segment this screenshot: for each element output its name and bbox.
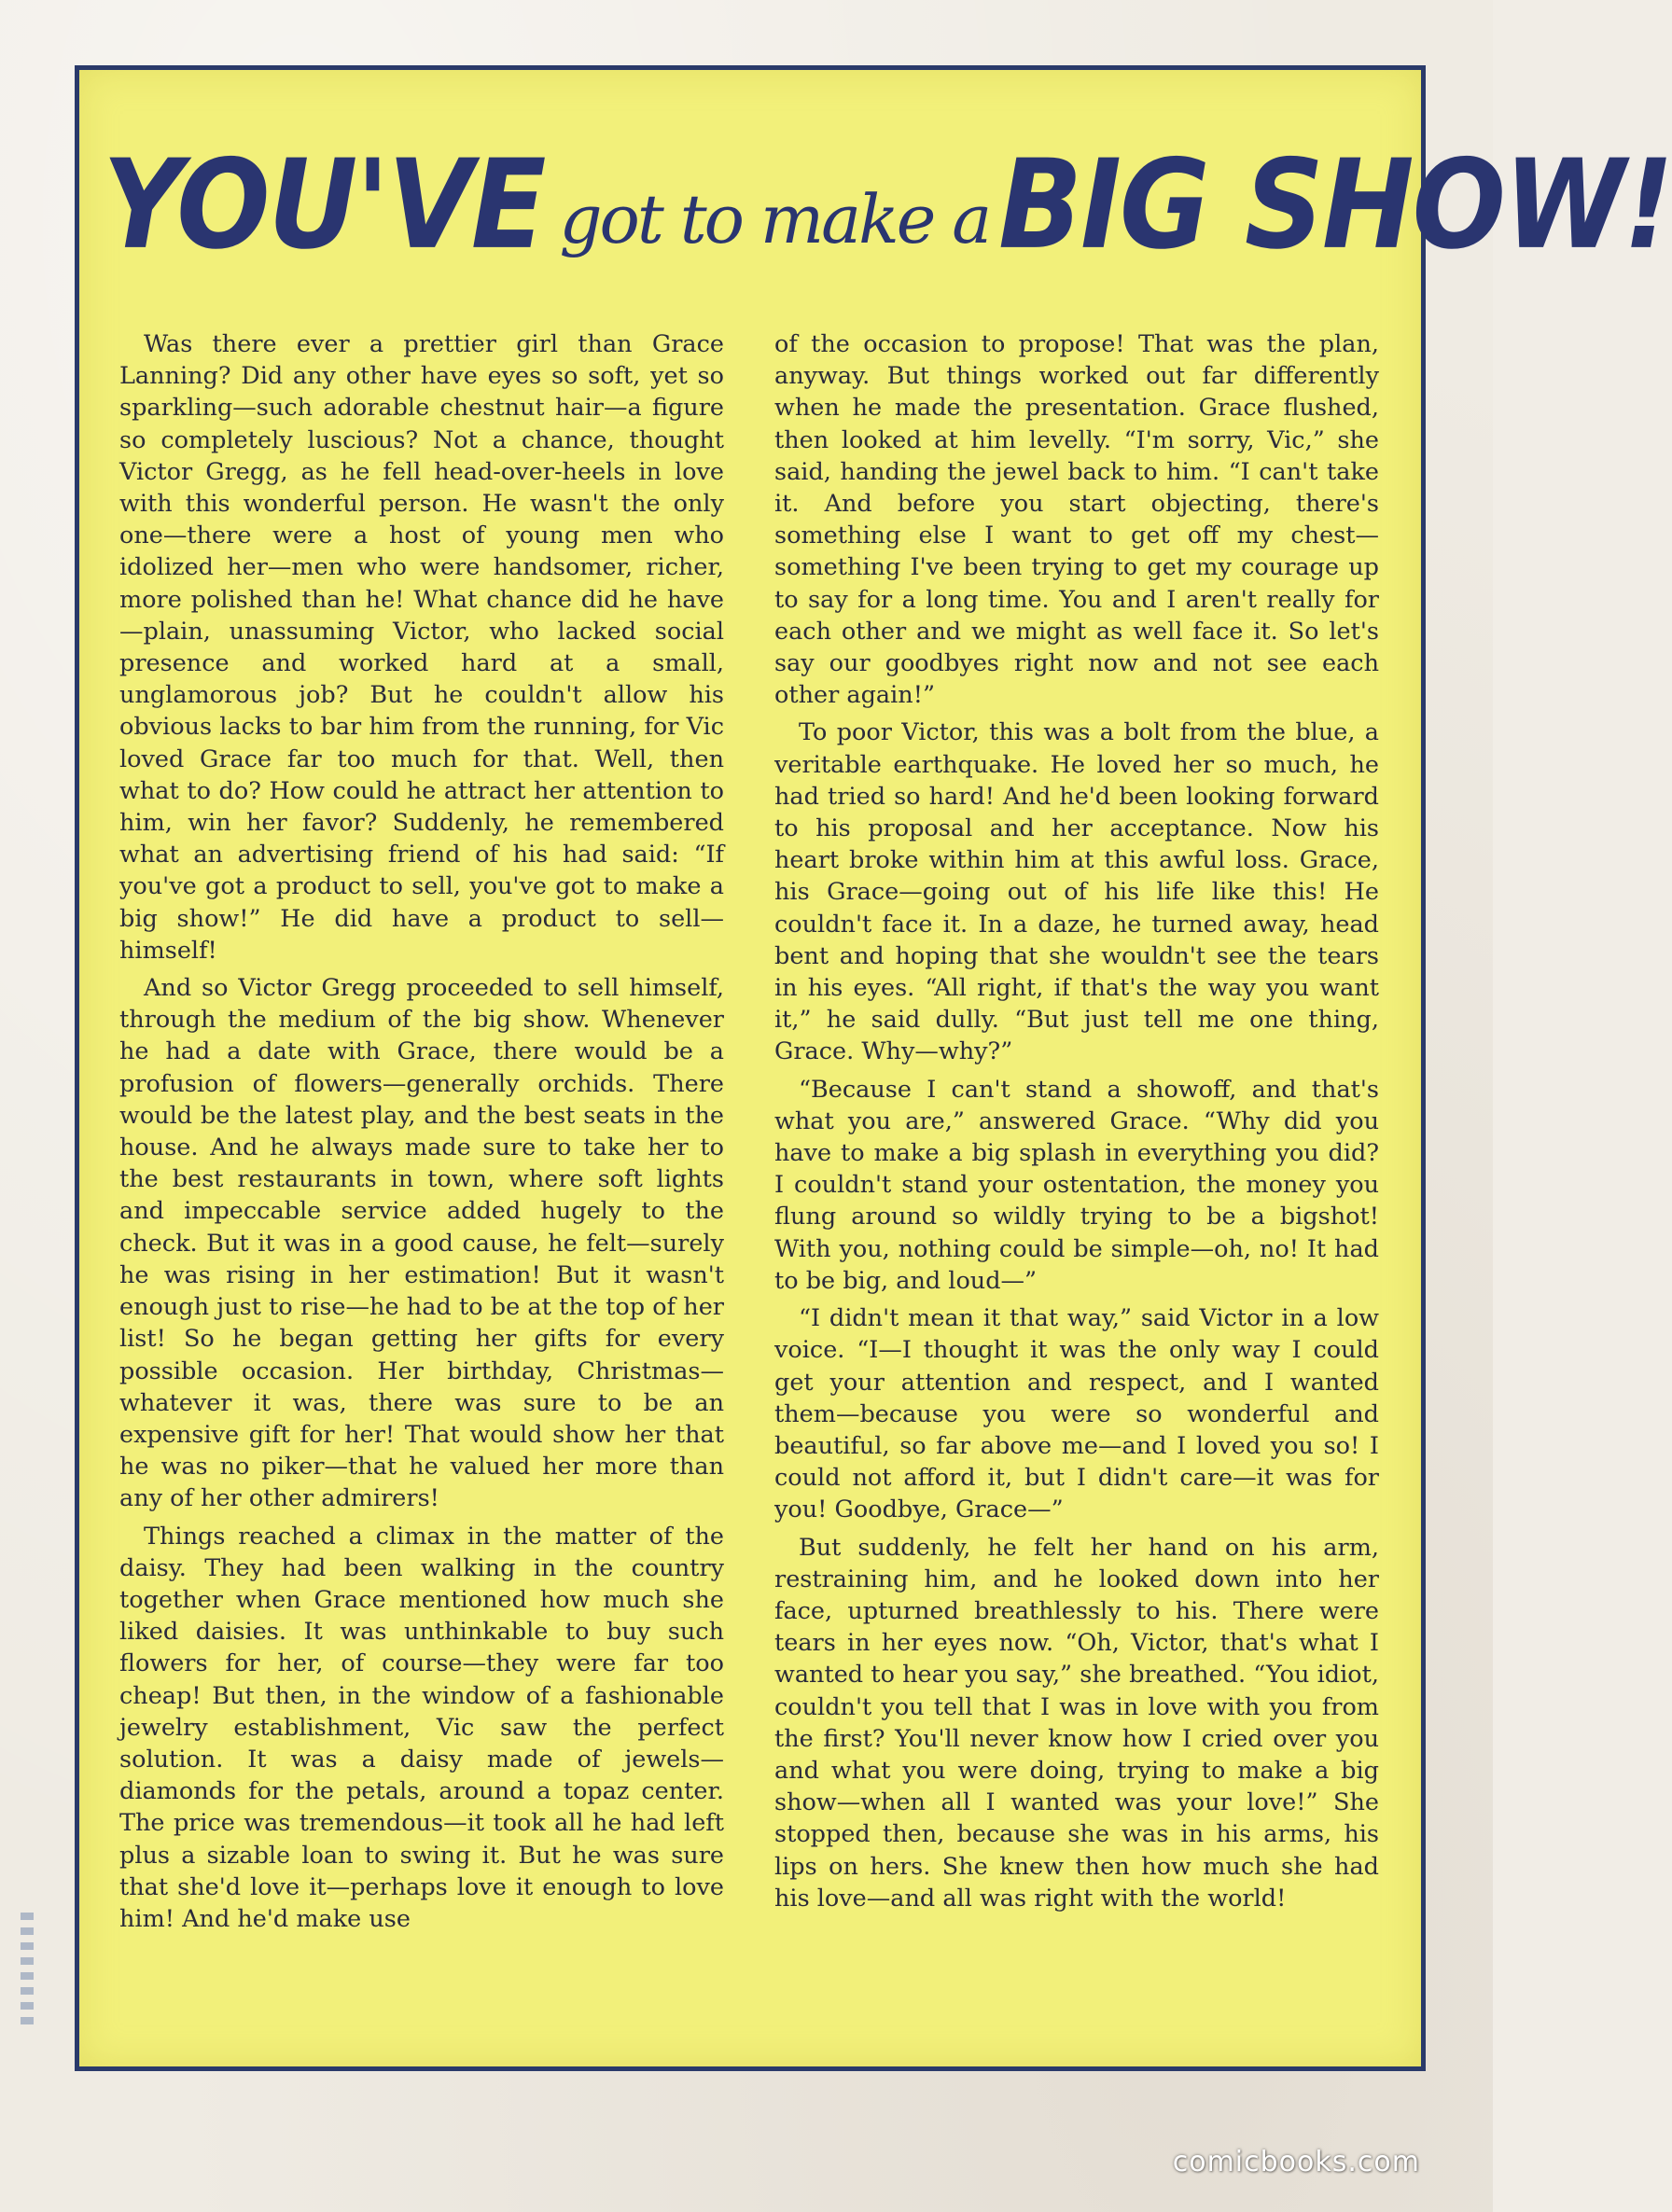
paragraph: But suddenly, he felt her hand on his arm, restraining him, and he looked down into her face, upturned breathlessly to his. There were tears in her eyes now. “Oh, Victor, that's what I wanted to hear you say,” she breathed. “You idiot, couldn't you tell that I was in love with you from the first? You'll never know how I cried over you and what you were doing, trying to make a big show—when all I wanted was your love!” She stopped then, because she was in his arms, his lips on hers. She knew then how much she had his love—and all was right with the world! (774, 1533, 1379, 1913)
paragraph: “Because I can't stand a showoff, and that's what you are,” answered Grace. “Why did you have to make a big splash in everything you did? I couldn't stand your ostentation, the money you flung around so wildly trying to be a bigshot! With you, nothing could be simple—oh, no! It had to be big, and loud—” (774, 1075, 1379, 1295)
title-got-to-make-a: got to make a (559, 180, 990, 258)
paragraph: Things reached a climax in the matter of the daisy. They had been walking in the country together when Grace mentioned how much she liked daisies. It was unthinkable to buy such flowers for her, of course—they were far too cheap! But then, in the window of a fashionable jewelry establishment, Vic saw the perfect solution. It was a daisy made of jewels—diamonds for the petals, around a topaz center. The price was tremendous—it took all he had left plus a sizable loan to swing it. But he was sure that she'd love it—perhaps love it enough to love him! And he'd make use (119, 1522, 724, 1933)
site-watermark: comicbooks.com (1172, 2146, 1420, 2178)
story-columns (119, 328, 1379, 2054)
right-column (774, 328, 1379, 2054)
binding-edge-mark (21, 1913, 34, 2024)
paragraph: “I didn't mean it that way,” said Victor in a low voice. “I—I thought it was the only way I could get your attention and respect, and I wanted them—because you were so wonderful and beautiful, so far above me—and I loved you so! I could not afford it, but I didn't care—it was for you! Goodbye, Grace—” (774, 1304, 1379, 1524)
paragraph: To poor Victor, this was a bolt from the blue, a veritable earthquake. He loved her so much, he had tried so hard! And he'd been looking forward to his proposal and her acceptance. Now his heart broke within him at this awful loss. Grace, his Grace—going out of his life like this! He couldn't face it. In a daze, he turned away, head bent and hoping that she wouldn't see the tears in his eyes. “All right, if that's the way you want it,” he said dully. “But just tell me one thing, Grace. Why—why?” (774, 718, 1379, 1066)
story-title (103, 132, 1672, 289)
paragraph: And so Victor Gregg proceeded to sell himself, through the medium of the big show. Whenever he had a date with Grace, there would be a profusion of flowers—generally orchids. There would be the latest play, and the best seats in the house. And he always made sure to take her to the best restaurants in town, where soft lights and impeccable service added hugely to the check. But it was in a good cause, he felt—surely he was rising in her estimation! But it wasn't enough just to rise—he had to be at the top of her list! So he began getting her gifts for every possible occasion. Her birthday, Christmas—whatever it was, there was sure to be an expensive gift for her! That would show her that he was no piker—that he valued her more than any of her other admirers! (119, 974, 724, 1513)
title-big-show: BIG SHOW! (998, 132, 1672, 277)
paragraph: Was there ever a prettier girl than Grace Lanning? Did any other have eyes so soft, yet so sparkling—such adorable chestnut hair—a figure so completely luscious? Not a chance, thought Victor Gregg, as he fell head-over-heels in love with this wonderful person. He wasn't the only one—there were a host of young men who idolized her—men who were handsomer, richer, more polished than he! What chance did he have—plain, unassuming Victor, who lacked social presence and worked hard at a small, unglamorous job? But he couldn't allow his obvious lacks to bar him from the running, for Vic loved Grace far too much for that. Well, then what to do? How could he attract her attention to him, win her favor? Suddenly, he remembered what an advertising friend of his had said: “If you've got a product to sell, you've got to make a big show!” He did have a product to sell—himself! (119, 330, 724, 965)
title-youve: YOU'VE (103, 132, 545, 277)
left-column (119, 328, 724, 2054)
paragraph: of the occasion to propose! That was the plan, anyway. But things worked out far differently when he made the presentation. Grace flushed, then looked at him levelly. “I'm sorry, Vic,” she said, handing the jewel back to him. “I can't take it. And before you start objecting, there's something else I want to get off my chest—something I've been trying to get my courage up to say for a long time. You and I aren't really for each other and we might as well face it. So let's say our goodbyes right now and not see each other again!” (774, 330, 1379, 710)
